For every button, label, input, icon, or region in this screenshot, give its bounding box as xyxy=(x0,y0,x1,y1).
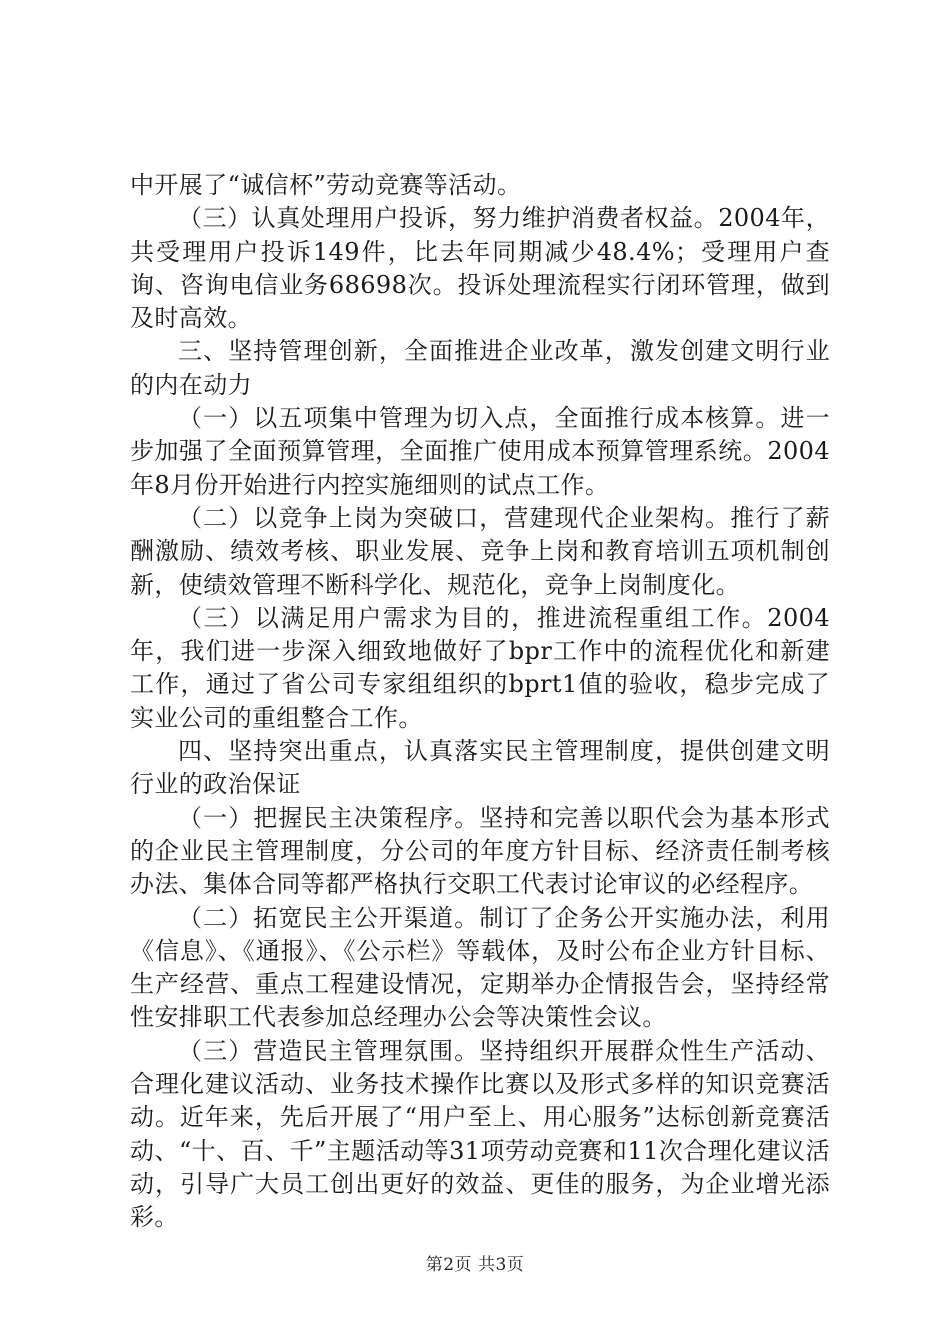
page-number-footer: 第2页 共3页 xyxy=(425,1255,525,1275)
paragraph-cost-accounting: （一）以五项集中管理为切入点，全面推行成本核算。进一步加强了全面预算管理，全面推广使用成本预算管理系统。2004年8月份开始进行内控实施细则的试点工作。 xyxy=(130,404,830,499)
paragraph-competitive-posts: （二）以竞争上岗为突破口，营建现代企业架构。推行了薪酬激励、绩效考核、职业发展、竞争上岗和教育培训五项机制创新，使绩效管理不断科学化、规范化，竞争上岗制度化。 xyxy=(130,503,830,599)
section-heading-3: 三、坚持管理创新，全面推进企业改革，激发创建文明行业的内在动力 xyxy=(130,337,830,399)
paragraph-democratic-openness: （二）拓宽民主公开渠道。制订了企务公开实施办法，利用《信息》、《通报》、《公示栏》等载体，及时公布企业方针目标、生产经营、重点工程建设情况，定期举办企情报告会，坚持经常性安排职工代表参加总经理办公会等决策性会议。 xyxy=(130,903,830,1032)
paragraph-continuation: 中开展了“诚信杯”劳动竞赛等活动。 xyxy=(130,171,522,199)
paragraph-democratic-decision: （一）把握民主决策程序。坚持和完善以职代会为基本形式的企业民主管理制度，分公司的年度方针目标、经济责任制考核办法、集体合同等都严格执行交职工代表讨论审议的必经程序。 xyxy=(130,803,830,899)
section-heading-4: 四、坚持突出重点，认真落实民主管理制度，提供创建文明行业的政治保证 xyxy=(130,737,830,799)
paragraph-process-reengineering: （三）以满足用户需求为目的，推进流程重组工作。2004年，我们进一步深入细致地做好了bpr工作中的流程优化和新建工作，通过了省公司专家组组织的bprt1值的验收，稳步完成了实业公司的重组整合工作。 xyxy=(130,603,830,732)
document-body xyxy=(130,169,830,1235)
paragraph-democratic-atmosphere: （三）营造民主管理氛围。坚持组织开展群众性生产活动、合理化建议活动、业务技术操作比赛以及形式多样的知识竞赛活动。近年来，先后开展了“用户至上、用心服务”达标创新竞赛活动、“十、百、千”主题活动等31项劳动竞赛和11次合理化建议活动，引导广大员工创出更好的效益、更佳的服务，为企业增光添彩。 xyxy=(130,1036,830,1232)
paragraph-complaints: （三）认真处理用户投诉，努力维护消费者权益。2004年，共受理用户投诉149件，比去年同期减少48.4%；受理用户查询、咨询电信业务68698次。投诉处理流程实行闭环管理，做到及时高效。 xyxy=(130,204,830,333)
